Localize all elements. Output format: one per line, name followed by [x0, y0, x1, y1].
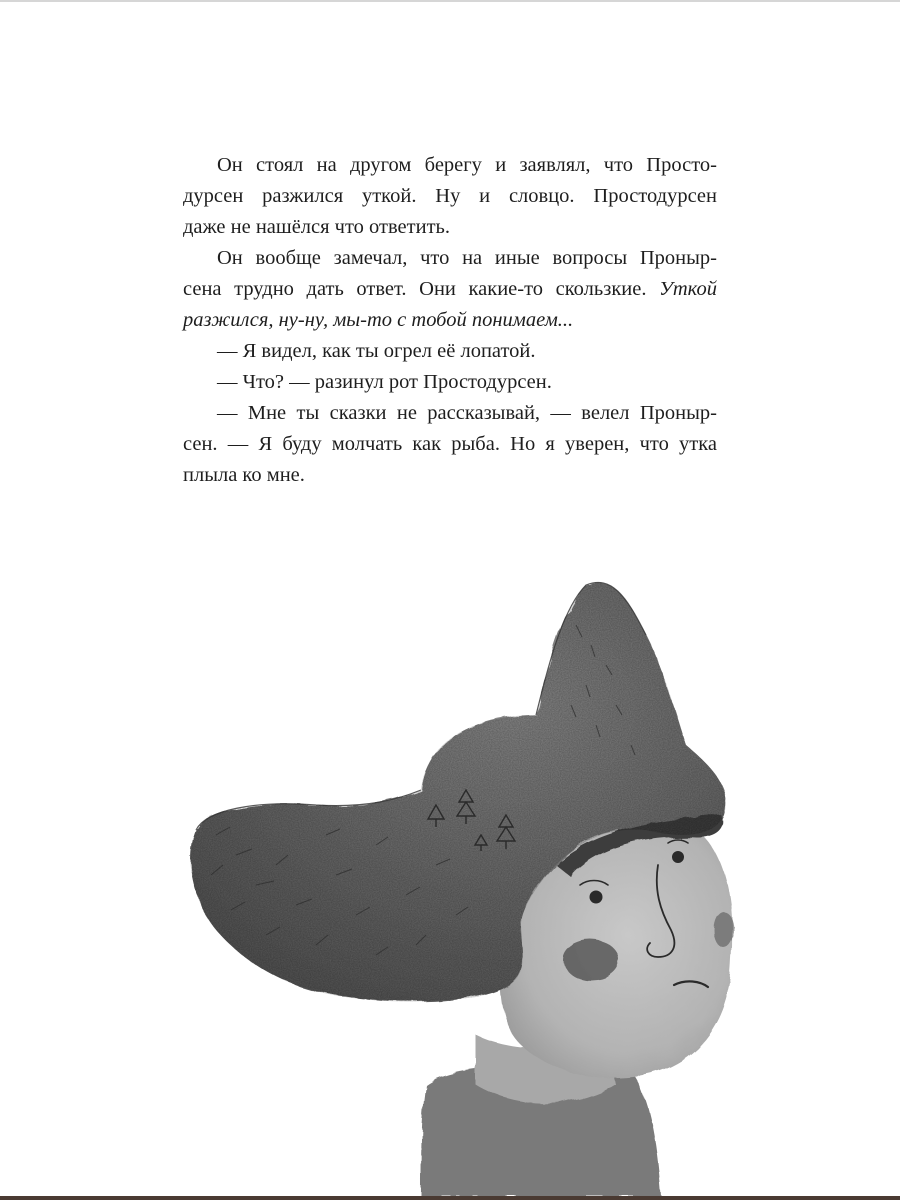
text-run: Он стоял на другом берегу и заявлял, что Просто-: [217, 154, 717, 176]
text-run: — Что? — разинул рот Простодурсен.: [217, 371, 552, 393]
text-run: дурсен разжился уткой. Ну и словцо. Простодурсен: [183, 185, 717, 207]
text-run: плыла ко мне.: [183, 464, 305, 486]
text-run: даже не нашёлся что ответить.: [183, 216, 451, 238]
text-line: [183, 460, 717, 491]
text-line: [183, 336, 717, 367]
text-line: [183, 305, 717, 336]
text-run: — Мне ты сказки не рассказывай, — велел Проныр-: [217, 402, 717, 424]
text-line: [183, 429, 717, 460]
text-line: [183, 367, 717, 398]
bottom-page-edge: [0, 1196, 900, 1200]
text-line: [183, 181, 717, 212]
text-run: сена трудно дать ответ. Они какие-то скользкие.: [183, 278, 660, 300]
text-run: сен. — Я буду молчать как рыба. Но я уверен, что утка: [183, 433, 717, 455]
text-line: [183, 243, 717, 274]
text-run: — Я видел, как ты огрел её лопатой.: [217, 340, 536, 362]
text-run: Он вообще замечал, что на иные вопросы Проныр-: [217, 247, 717, 269]
text-line: [183, 274, 717, 305]
text-line: [183, 212, 717, 243]
page-text: [183, 150, 717, 491]
illustration-child-in-hat: [176, 565, 736, 1196]
text-line: [183, 398, 717, 429]
top-page-edge: [0, 0, 900, 2]
italic-text: Уткой: [659, 278, 717, 300]
italic-text: разжился, ну-ну, мы-то с тобой понимаем...: [183, 309, 574, 331]
text-line: [183, 150, 717, 181]
